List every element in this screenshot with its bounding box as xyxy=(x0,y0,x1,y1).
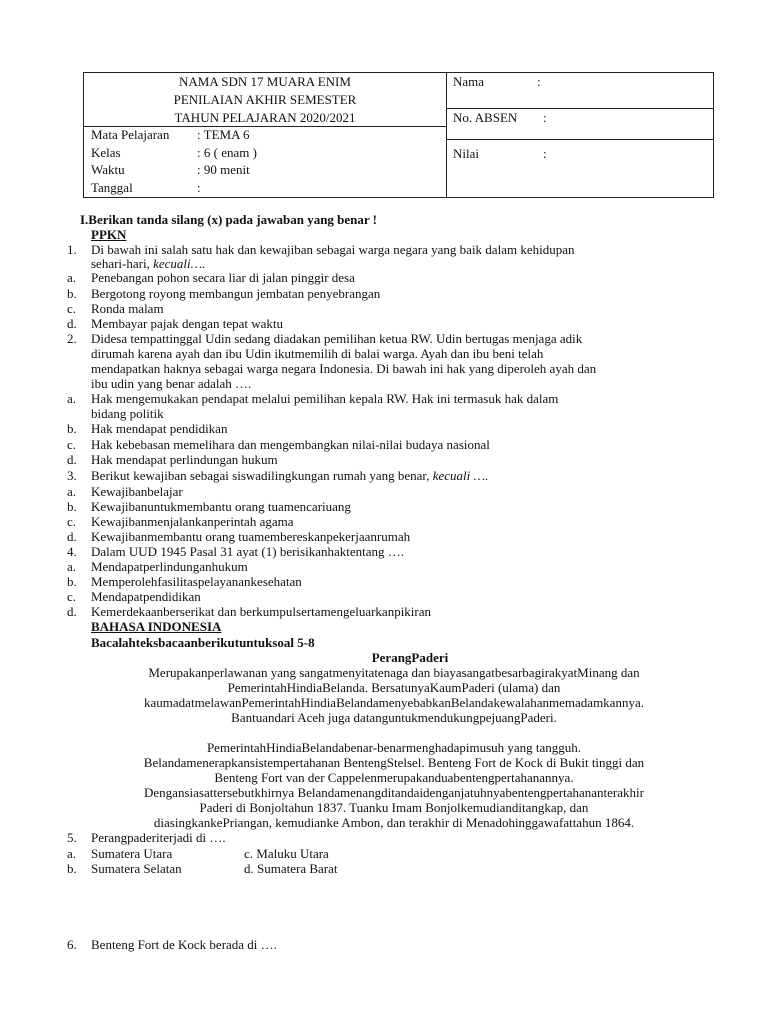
option-text[interactable]: Ronda malam xyxy=(91,301,164,316)
nilai-cell xyxy=(446,139,714,198)
absen-colon: : xyxy=(543,110,547,125)
section-bahasa: BAHASA INDONESIA xyxy=(91,619,222,634)
question-number: 5. xyxy=(67,830,77,845)
question-text: Benteng Fort de Kock berada di …. xyxy=(91,937,277,952)
school-year: TAHUN PELAJARAN 2020/2021 xyxy=(174,110,356,125)
field-value: : TEMA 6 xyxy=(197,127,250,142)
field-label: Tanggal xyxy=(91,180,133,195)
nilai-label: Nilai xyxy=(453,146,479,161)
question-text: Perangpaderiterjadi di …. xyxy=(91,830,226,845)
option-letter[interactable]: a. xyxy=(67,846,77,861)
question-text: Didesa tempattinggal Udin sedang diadakan pemilihan ketua RW. Udin bertugas menjaga adik xyxy=(91,331,583,346)
school-name: NAMA SDN 17 MUARA ENIM xyxy=(179,74,351,89)
nama-label: Nama xyxy=(453,74,485,89)
option-letter[interactable]: b. xyxy=(67,499,77,514)
option-letter[interactable]: d. xyxy=(67,316,77,331)
option-letter[interactable]: c. xyxy=(67,437,77,452)
option-text[interactable]: c. Maluku Utara xyxy=(244,846,329,861)
reading-line: Belandamenerapkansistempertahanan BentengStelsel. Benteng Fort de Kock di Bukit tinggi dan xyxy=(143,755,645,770)
option-text[interactable]: Kewajibanuntukmembantu orang tuamencariuang xyxy=(91,499,351,514)
question-text: Di bawah ini salah satu hak dan kewajiban sebagai warga negara yang baik dalam kehidupan xyxy=(91,242,575,257)
option-text[interactable]: Sumatera Utara xyxy=(91,846,173,861)
reading-title: PerangPaderi xyxy=(371,650,449,665)
option-text[interactable]: Bergotong royong membangun jembatan penyebrangan xyxy=(91,286,381,301)
question-text: Berikut kewajiban sebagai siswadilingkungan rumah yang benar, kecuali …. xyxy=(91,468,489,483)
option-text[interactable]: Membayar pajak dengan tepat waktu xyxy=(91,316,284,331)
question-text: ibu udin yang benar adalah …. xyxy=(91,376,252,391)
option-letter[interactable]: a. xyxy=(67,484,77,499)
option-letter[interactable]: d. xyxy=(67,604,77,619)
field-value: : 90 menit xyxy=(197,162,250,177)
question-number: 1. xyxy=(67,242,77,257)
question-text: sehari-hari, kecuali…. xyxy=(91,256,206,271)
option-text[interactable]: Hak mendapat pendidikan xyxy=(91,421,228,436)
question-text: Dalam UUD 1945 Pasal 31 ayat (1) berisikanhaktentang …. xyxy=(91,544,405,559)
reading-instruction: Bacalahteksbacaanberikutuntuksoal 5-8 xyxy=(91,635,315,650)
option-text[interactable]: Penebangan pohon secara liar di jalan pinggir desa xyxy=(91,270,355,285)
question-number: 6. xyxy=(67,937,77,952)
option-text[interactable]: Hak mendapat perlindungan hukum xyxy=(91,452,278,467)
reading-line: Bantuandari Aceh juga datanguntukmendukungpejuangPaderi. xyxy=(231,710,557,725)
question-number: 4. xyxy=(67,544,77,559)
absen-label: No. ABSEN xyxy=(453,110,518,125)
option-text[interactable]: Sumatera Selatan xyxy=(91,861,182,876)
reading-line: Dengansiasattersebutkhirnya Belandamenangditandaidenganjatuhnyabentengpertahananterakhir xyxy=(144,785,644,800)
reading-line: Benteng Fort van der Cappelenmerupakanduabentengpertahanannya. xyxy=(214,770,574,785)
question-number: 2. xyxy=(67,331,77,346)
field-label: Waktu xyxy=(91,162,125,177)
option-text[interactable]: Hak mengemukakan pendapat melalui pemilihan kepala RW. Hak ini termasuk hak dalam xyxy=(91,391,559,406)
option-text[interactable]: Hak kebebasan memelihara dan mengembangkan nilai-nilai budaya nasional xyxy=(91,437,490,452)
nama-colon: : xyxy=(537,74,541,89)
reading-line: PemerintahHindiaBelandabenar-benarmenghadapimusuh yang tangguh. xyxy=(206,740,582,755)
option-letter[interactable]: a. xyxy=(67,391,77,406)
reading-line: Paderi di Bonjoltahun 1837. Tuanku Imam Bonjolkemudianditangkap, dan xyxy=(199,800,589,815)
option-letter[interactable]: a. xyxy=(67,559,77,574)
option-text[interactable]: Mendapatpendidikan xyxy=(91,589,201,604)
option-text[interactable]: bidang politik xyxy=(91,406,164,421)
question-text: dirumah karena ayah dan ibu Udin ikutmemilih di balai warga. Ayah dan ibu beni telah xyxy=(91,346,544,361)
option-text[interactable]: Memperolehfasilitaspelayanankesehatan xyxy=(91,574,302,589)
reading-line: kaumadatmelawanPemerintahHindiaBelandamenyebabkanBelandakewalahanmemadamkannya. xyxy=(144,695,644,710)
option-letter[interactable]: a. xyxy=(67,270,77,285)
option-letter[interactable]: d. xyxy=(67,452,77,467)
question-number: 3. xyxy=(67,468,77,483)
option-letter[interactable]: c. xyxy=(67,514,77,529)
option-letter[interactable]: c. xyxy=(67,301,77,316)
instruction: I.Berikan tanda silang (x) pada jawaban yang benar ! xyxy=(80,212,378,227)
option-text[interactable]: Kewajibanbelajar xyxy=(91,484,183,499)
field-value: : xyxy=(197,180,201,195)
option-text[interactable]: d. Sumatera Barat xyxy=(244,861,338,876)
nama-cell xyxy=(446,72,714,109)
field-value: : 6 ( enam ) xyxy=(197,145,257,160)
option-text[interactable]: Kemerdekaanberserikat dan berkumpulsertamengeluarkanpikiran xyxy=(91,604,432,619)
exam-title: PENILAIAN AKHIR SEMESTER xyxy=(173,92,357,107)
option-letter[interactable]: b. xyxy=(67,861,77,876)
reading-line: Merupakanperlawanan yang sangatmenyitatenaga dan biayasangatbesarbagirakyatMinang dan xyxy=(148,665,640,680)
field-label: Kelas xyxy=(91,145,121,160)
reading-line: PemerintahHindiaBelanda. BersatunyaKaumPaderi (ulama) dan xyxy=(227,680,561,695)
section-ppkn: PPKN xyxy=(91,227,127,242)
field-label: Mata Pelajaran xyxy=(91,127,170,142)
option-text[interactable]: Mendapatperlindunganhukum xyxy=(91,559,248,574)
option-letter[interactable]: c. xyxy=(67,589,77,604)
question-text: mendapatkan haknya sebagai warga negara Indonesia. Di bawah ini hak yang diperoleh ayah dan xyxy=(91,361,597,376)
option-text[interactable]: Kewajibanmenjalankanperintah agama xyxy=(91,514,294,529)
option-letter[interactable]: b. xyxy=(67,574,77,589)
option-text[interactable]: Kewajibanmembantu orang tuamembereskanpekerjaanrumah xyxy=(91,529,411,544)
option-letter[interactable]: b. xyxy=(67,421,77,436)
nilai-colon: : xyxy=(543,146,547,161)
reading-line: diasingkankePriangan, kemudianke Ambon, dan terakhir di Menadohinggawafattahun 1864. xyxy=(153,815,635,830)
option-letter[interactable]: b. xyxy=(67,286,77,301)
option-letter[interactable]: d. xyxy=(67,529,77,544)
